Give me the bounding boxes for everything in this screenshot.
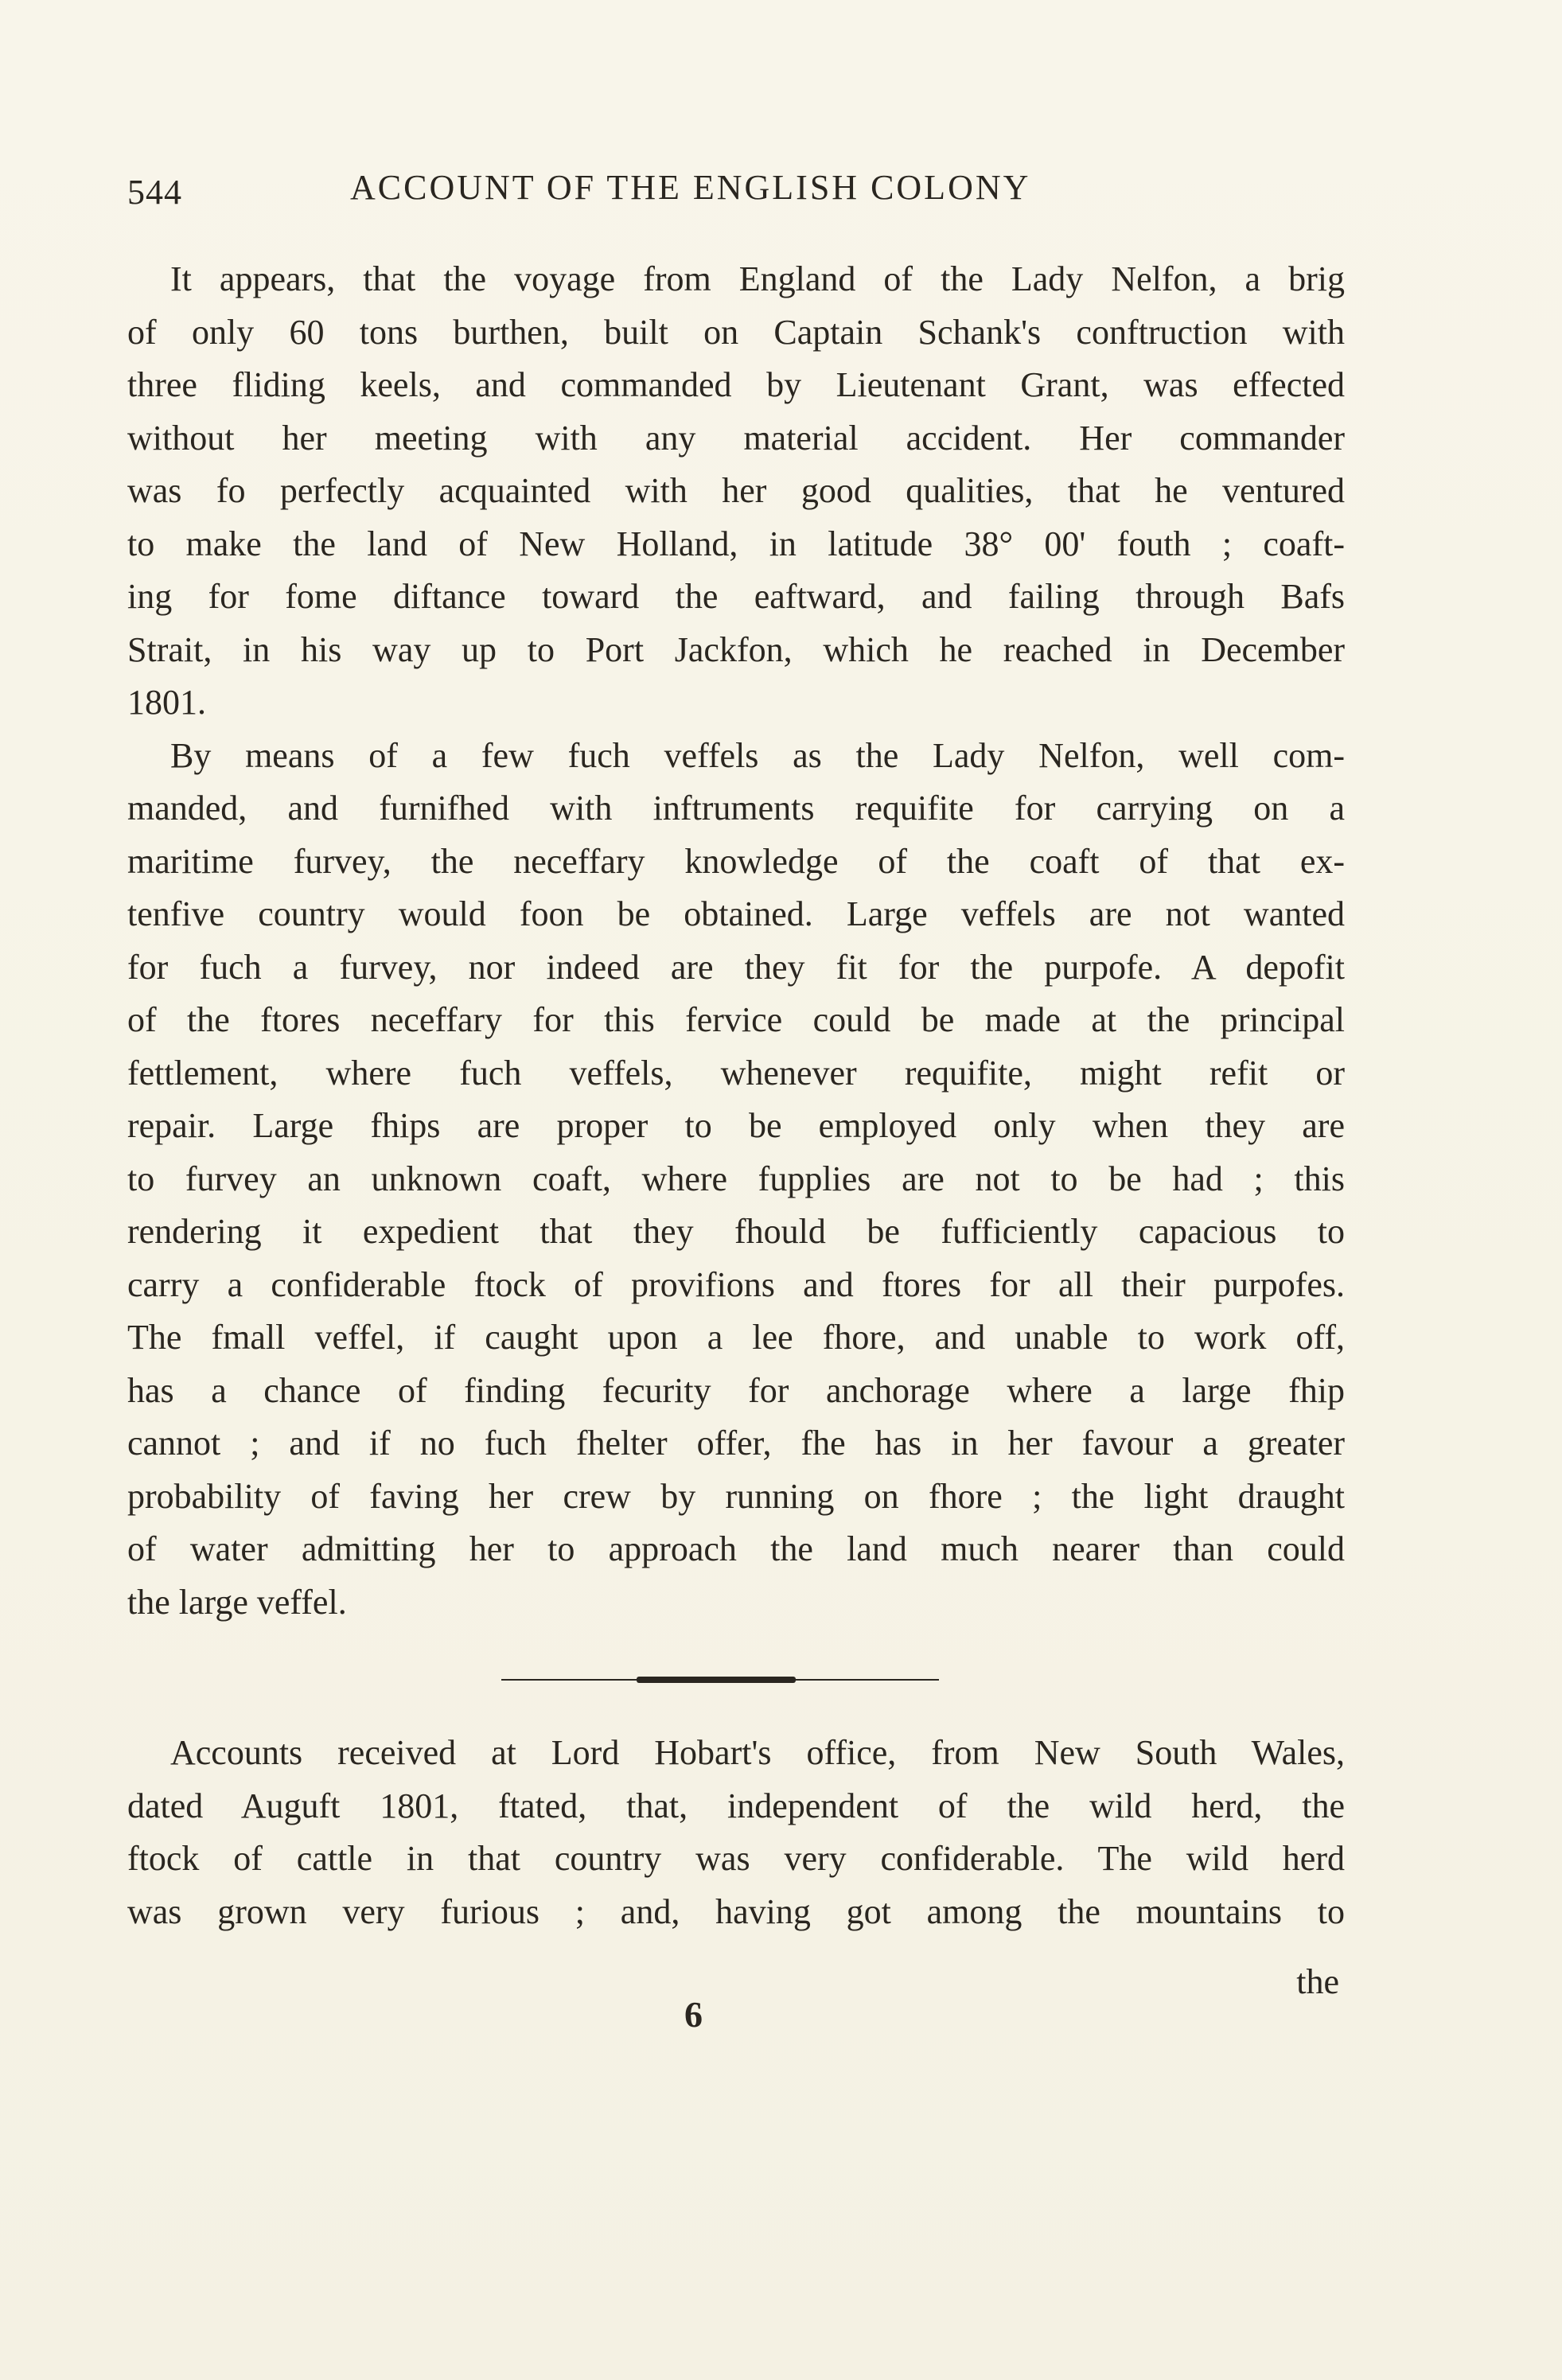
text-line: manded, and furnifhed with inftruments requifite for carrying on a bbox=[127, 789, 1345, 828]
paragraph-hobart-accounts bbox=[127, 1727, 1345, 1938]
text-line: to make the land of New Holland, in latitude 38° 00' fouth ; coaft- bbox=[127, 524, 1345, 563]
running-head: ACCOUNT OF THE ENGLISH COLONY bbox=[350, 168, 1031, 207]
text-line: It appears, that the voyage from England of the Lady Nelfon, a brig bbox=[170, 259, 1345, 298]
text-line: has a chance of finding fecurity for anchorage where a large fhip bbox=[127, 1370, 1345, 1410]
text-line: of only 60 tons burthen, built on Captain Schank's conftruction with bbox=[127, 312, 1345, 352]
text-line: fettlement, where fuch veffels, whenever requifite, might refit or bbox=[127, 1053, 1345, 1093]
text-line: without her meeting with any material accident. Her commander bbox=[127, 418, 1345, 458]
text-line: of water admitting her to approach the land much nearer than could bbox=[127, 1529, 1345, 1568]
divider-thick-line bbox=[637, 1677, 796, 1683]
body-text-lower bbox=[127, 1727, 1345, 1938]
text-line: was grown very furious ; and, having got among the mountains to bbox=[127, 1891, 1345, 1931]
text-line: for fuch a furvey, nor indeed are they fit for the purpofe. A depofit bbox=[127, 947, 1345, 987]
text-line: tenfive country would foon be obtained. Large veffels are not wanted bbox=[127, 894, 1345, 933]
text-line: three fliding keels, and commanded by Lieutenant Grant, was effected bbox=[127, 365, 1345, 404]
signature-mark: 6 bbox=[684, 1994, 703, 2035]
text-line: Strait, in his way up to Port Jackfon, which he reached in December bbox=[127, 629, 1345, 669]
text-line: ftock of cattle in that country was very confiderable. The wild herd bbox=[127, 1839, 1345, 1878]
catchword: the bbox=[1296, 1962, 1339, 2001]
page-number: 544 bbox=[127, 173, 182, 212]
text-line: repair. Large fhips are proper to be employed only when they are bbox=[127, 1106, 1345, 1145]
paragraph-lady-nelson-voyage bbox=[127, 253, 1345, 730]
text-line: 1801. bbox=[127, 683, 206, 722]
text-line: to furvey an unknown coaft, where fupplies are not to be had ; this bbox=[127, 1159, 1345, 1198]
text-line: cannot ; and if no fuch fhelter offer, fhe has in her favour a greater bbox=[127, 1424, 1345, 1463]
text-line: the large veffel. bbox=[127, 1582, 347, 1622]
text-line: Accounts received at Lord Hobart's office, from New South Wales, bbox=[170, 1733, 1345, 1772]
text-line: rendering it expedient that they fhould be fufficiently capacious to bbox=[127, 1212, 1345, 1251]
text-line: probability of faving her crew by running on fhore ; the light draught bbox=[127, 1476, 1345, 1516]
text-line: By means of a few fuch veffels as the Lady Nelfon, well com- bbox=[170, 735, 1345, 775]
text-line: ing for fome diftance toward the eaftward, and failing through Bafs bbox=[127, 577, 1345, 616]
page-header bbox=[127, 167, 1369, 215]
text-line: carry a confiderable ftock of provifions and ftores for all their purpofes. bbox=[127, 1264, 1345, 1304]
text-line: dated Auguft 1801, ftated, that, independent of the wild herd, the bbox=[127, 1786, 1345, 1825]
text-line: was fo perfectly acquainted with her good qualities, that he ventured bbox=[127, 471, 1345, 510]
body-text-upper bbox=[127, 253, 1345, 1629]
text-line: maritime furvey, the neceffary knowledge of the coaft of that ex- bbox=[127, 841, 1345, 881]
section-divider bbox=[501, 1677, 939, 1683]
text-line: The fmall veffel, if caught upon a lee fhore, and unable to work off, bbox=[127, 1318, 1345, 1357]
text-line: of the ftores neceffary for this fervice could be made at the principal bbox=[127, 1000, 1345, 1039]
paragraph-small-vessels bbox=[127, 730, 1345, 1630]
